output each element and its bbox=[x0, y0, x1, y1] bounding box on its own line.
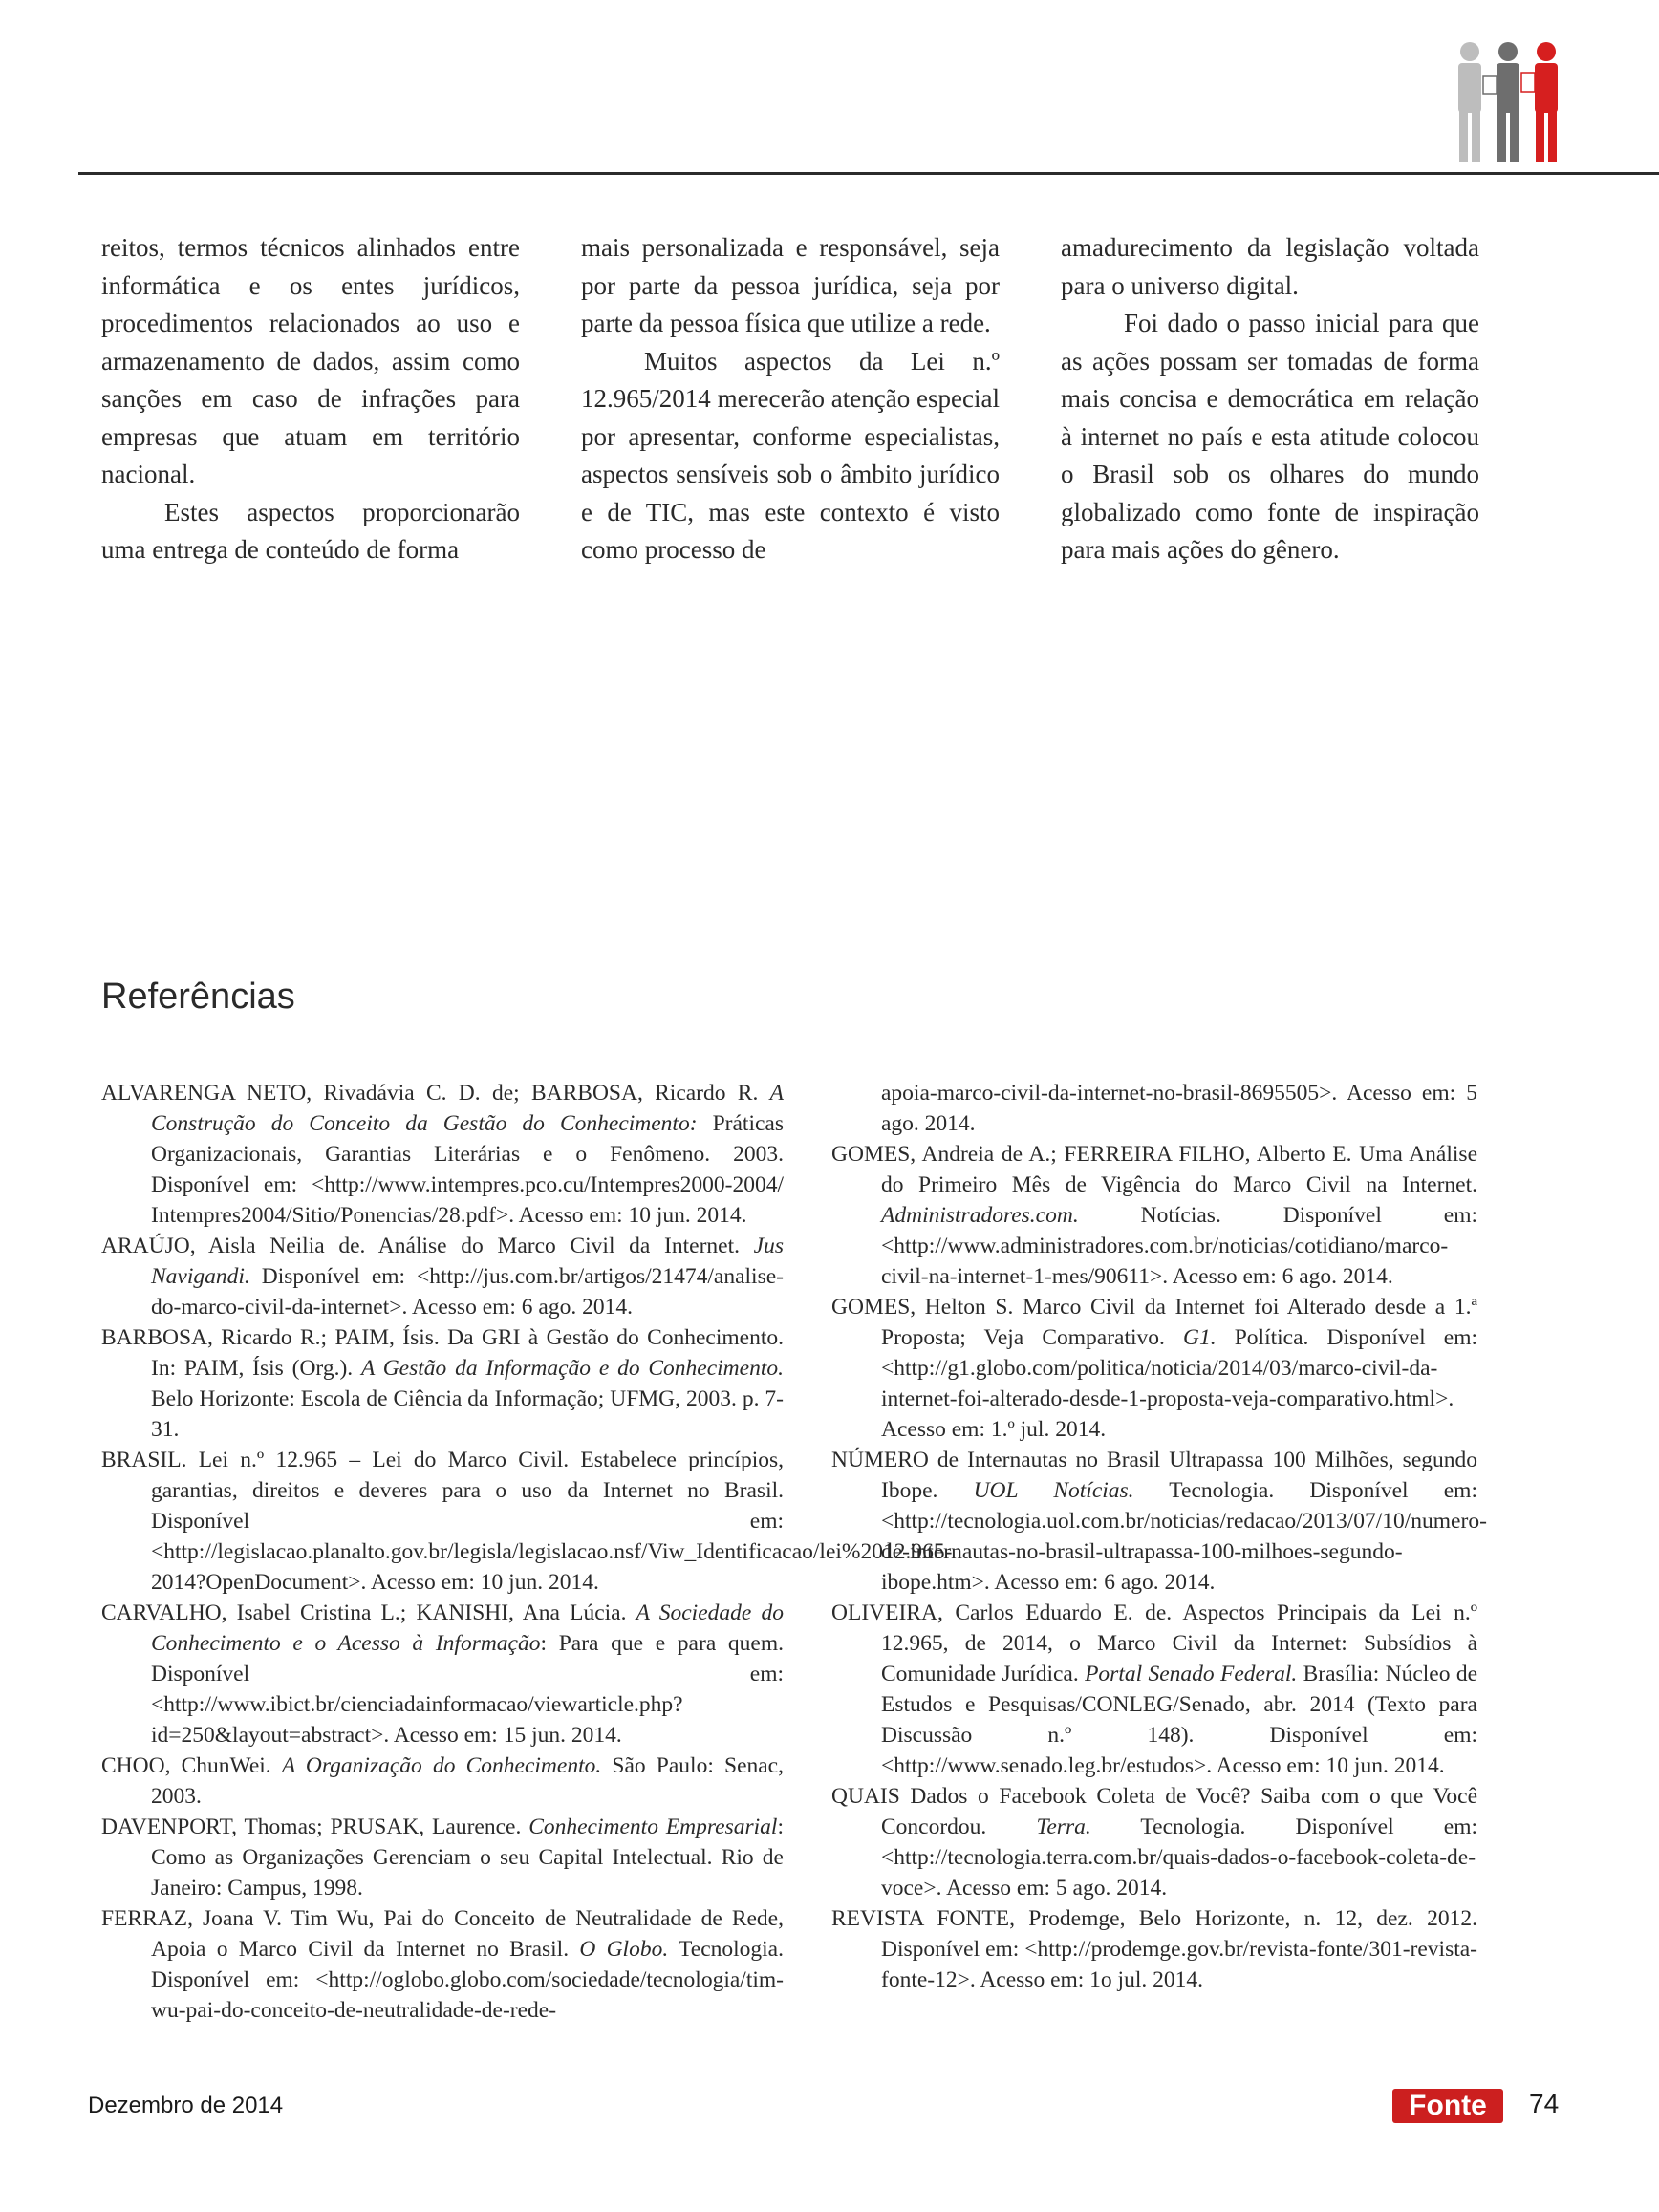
reference-item: CHOO, ChunWei. A Organização do Conhecimento. São Paulo: Senac, 2003. bbox=[101, 1753, 784, 1809]
fonte-brand-logo: Fonte bbox=[1392, 2089, 1503, 2123]
paragraph: reitos, termos técnicos alinhados entre informática e os entes jurídicos, procedimentos relacionados ao uso e armazenamento de dados, assim como sanções em caso de infrações para empresas que atuam em território nacional. bbox=[101, 233, 520, 488]
reference-item: GOMES, Helton S. Marco Civil da Internet foi Alterado desde a 1.ª Proposta; Veja Comparativo. G1. Política. Disponível em: <http://g1.globo.com/politica/noticia/2014/03/marco-civil-da-internet-foi-alterado-desde-1-proposta-veja-comparativo.html>. Acesso em: 1.º jul. 2014. bbox=[831, 1295, 1477, 1442]
article-column-2 bbox=[581, 229, 1000, 569]
reference-item: OLIVEIRA, Carlos Eduardo E. de. Aspectos Principais da Lei n.º 12.965, de 2014, o Marco Civil da Internet: Subsídios à Comunidade Jurídica. Portal Senado Federal. Brasília: Núcleo de Estudos e Pesquisas/CONLEG/Senado, abr. 2014 (Texto para Discussão n.º 148). Disponível em: <http://www.senado.leg.br/estudos>. Acesso em: 10 jun. 2014. bbox=[831, 1600, 1477, 1778]
article-column-3 bbox=[1061, 229, 1479, 569]
page-number: 74 bbox=[1529, 2089, 1560, 2118]
article-column-1 bbox=[101, 229, 520, 569]
reference-item: DAVENPORT, Thomas; PRUSAK, Laurence. Conhecimento Empresarial: Como as Organizações Gerenciam o seu Capital Intelectual. Rio de Janeiro: Campus, 1998. bbox=[101, 1815, 784, 1901]
paragraph: Estes aspectos proporcionarão uma entrega de conteúdo de forma bbox=[101, 497, 520, 564]
references-list-right bbox=[831, 1078, 1487, 1995]
reference-item: BRASIL. Lei n.º 12.965 – Lei do Marco Civil. Estabelece princípios, garantias, direitos e deveres para o uso da Internet no Brasil. Disponível em: <http://legislacao.planalto.gov.br/legisla/legislacao.nsf/Viw_Identificacao/lei%2012.965-2014?OpenDocument>. Acesso em: 10 jun. 2014. bbox=[101, 1448, 953, 1595]
reference-item: ALVARENGA NETO, Rivadávia C. D. de; BARBOSA, Ricardo R. A Construção do Conceito da Gestão do Conhecimento: Práticas Organizacionais, Garantias Literárias e o Fenômeno. 2003. Disponível em: <http://www.intempres.pco.cu/Intempres2000-2004/ Intempres2004/Sitio/Ponencias/28.pdf>. Acesso em: 10 jun. 2014. bbox=[101, 1081, 784, 1228]
people-logo-icon bbox=[1445, 36, 1579, 170]
reference-item: ARAÚJO, Aisla Neilia de. Análise do Marco Civil da Internet. Jus Navigandi. Disponível em: <http://jus.com.br/artigos/21474/analise-do-marco-civil-da-internet>. Acesso em: 6 ago. 2014. bbox=[101, 1234, 784, 1320]
reference-item: GOMES, Andreia de A.; FERREIRA FILHO, Alberto E. Uma Análise do Primeiro Mês de Vigência do Marco Civil na Internet. Administradores.com. Notícias. Disponível em: <http://www.administradores.com.br/noticias/cotidiano/marco-civil-na-internet-1-mes/90611>. Acesso em: 6 ago. 2014. bbox=[831, 1142, 1477, 1289]
reference-item: BARBOSA, Ricardo R.; PAIM, Ísis. Da GRI à Gestão do Conhecimento. In: PAIM, Ísis (Org.). A Gestão da Informação e do Conhecimento. Belo Horizonte: Escola de Ciência da Informação; UFMG, 2003. p. 7-31. bbox=[101, 1325, 784, 1442]
references-list-left bbox=[101, 1078, 953, 2026]
paragraph: amadurecimento da legislação voltada para o universo digital. bbox=[1061, 233, 1479, 300]
paragraph: mais personalizada e responsável, seja por parte da pessoa jurídica, seja por parte da pessoa física que utilize a rede. bbox=[581, 233, 1000, 337]
reference-item: QUAIS Dados o Facebook Coleta de Você? Saiba com o que Você Concordou. Terra. Tecnologia. Disponível em: <http://tecnologia.terra.com.br/quais-dados-o-facebook-coleta-de-voce>. Acesso em: 5 ago. 2014. bbox=[831, 1784, 1478, 1901]
paragraph: Foi dado o passo inicial para que as ações possam ser tomadas de forma mais concisa e democrática em relação à internet no país e esta atitude colocou o Brasil sob os olhares do mundo globalizado como fonte de inspiração para mais ações do gênero. bbox=[1061, 309, 1479, 564]
paragraph: Muitos aspectos da Lei n.º 12.965/2014 merecerão atenção especial por apresentar, conforme especialistas, aspectos sensíveis sob o âmbito jurídico e de TIC, mas este contexto é visto como processo de bbox=[581, 346, 1000, 564]
references-heading: Referências bbox=[101, 977, 295, 1017]
reference-item: FERRAZ, Joana V. Tim Wu, Pai do Conceito de Neutralidade de Rede, Apoia o Marco Civil da Internet no Brasil. O Globo. Tecnologia. Disponível em: <http://oglobo.globo.com/sociedade/tecnologia/tim-wu-pai-do-conceito-de-neutralidade-de-rede- bbox=[101, 1906, 784, 2023]
reference-continuation: apoia-marco-civil-da-internet-no-brasil-8695505>. Acesso em: 5 ago. 2014. bbox=[881, 1081, 1477, 1136]
header-rule bbox=[78, 172, 1659, 175]
reference-item: REVISTA FONTE, Prodemge, Belo Horizonte, n. 12, dez. 2012. Disponível em: <http://prodemge.gov.br/revista-fonte/301-revista-fonte-12>. Acesso em: 1o jul. 2014. bbox=[831, 1906, 1477, 1992]
reference-item: CARVALHO, Isabel Cristina L.; KANISHI, Ana Lúcia. A Sociedade do Conhecimento e o Acesso à Informação: Para que e para quem. Disponível em: <http://www.ibict.br/cienciadainformacao/viewarticle.php?id=250&layout=abstract>. Acesso em: 15 jun. 2014. bbox=[101, 1600, 784, 1748]
footer-date: Dezembro de 2014 bbox=[88, 2093, 284, 2118]
reference-item: NÚMERO de Internautas no Brasil Ultrapassa 100 Milhões, segundo Ibope. UOL Notícias. Tecnologia. Disponível em: <http://tecnologia.uol.com.br/noticias/redacao/2013/07/10/numero-de-internautas-no-brasil-ultrapassa-100-milhoes-segundo-ibope.htm>. Acesso em: 6 ago. 2014. bbox=[831, 1448, 1487, 1595]
